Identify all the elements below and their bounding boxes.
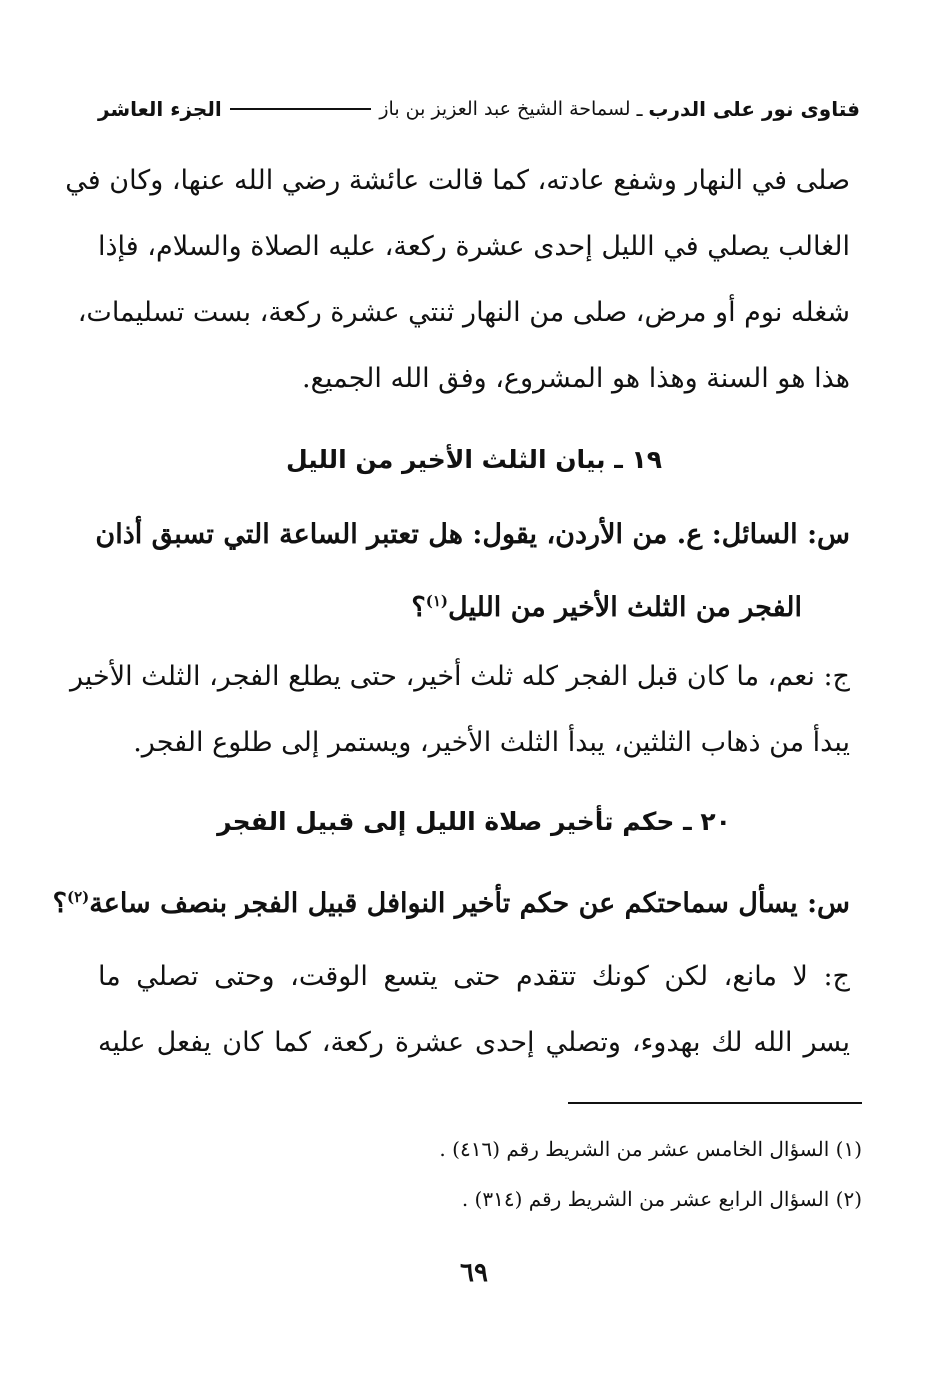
text-line: شغله نوم أو مرض، صلى من النهار ثنتي عشرة ركعة، بست تسليمات، bbox=[77, 297, 850, 328]
section-heading-19: ١٩ ـ بيان الثلث الأخير من الليل bbox=[285, 445, 663, 474]
header-dash: ـ bbox=[636, 97, 643, 121]
answer-line: ج: لا مانع، لكن كونك تتقدم حتى يتسع الوقت، وحتى تصلي ما bbox=[98, 961, 850, 992]
question-19 bbox=[95, 502, 850, 634]
text-line: هذا هو السنة وهذا هو المشروع، وفق الله الجميع. bbox=[302, 363, 850, 394]
footnote-separator bbox=[568, 1102, 862, 1104]
footnote-ref: (٢) bbox=[66, 888, 90, 906]
answer-line: يبدأ من ذهاب الثلثين، يبدأ الثلث الأخير، ويستمر إلى طلوع الفجر. bbox=[133, 727, 850, 758]
section-heading-20: ٢٠ ـ حكم تأخير صلاة الليل إلى قبيل الفجر bbox=[217, 807, 731, 836]
header-rule bbox=[230, 108, 372, 110]
question-20 bbox=[52, 864, 850, 930]
question-mark: ؟ bbox=[411, 592, 426, 623]
question-line: س: السائل: ع. من الأردن، يقول: هل تعتبر الساعة التي تسبق أذان bbox=[95, 519, 850, 550]
answer-19 bbox=[69, 644, 850, 776]
question-mark: ؟ bbox=[52, 888, 67, 919]
question-line bbox=[98, 568, 850, 634]
page-number: ٦٩ bbox=[460, 1258, 488, 1288]
footnote-2: (٢) السؤال الرابع عشر من الشريط رقم (٣١٤) . bbox=[461, 1187, 862, 1211]
question-text: س: يسأل سماحتكم عن حكم تأخير النوافل قبيل الفجر بنصف ساعة bbox=[89, 888, 850, 919]
text-line: الغالب يصلي في الليل إحدى عشرة ركعة، عليه الصلاة والسلام، فإذا bbox=[98, 231, 850, 262]
question-text: الفجر من الثلث الأخير من الليل bbox=[448, 592, 802, 623]
book-title: فتاوى نور على الدرب bbox=[648, 97, 860, 121]
footnote-ref: (١) bbox=[425, 592, 449, 610]
answer-20 bbox=[98, 944, 850, 1076]
answer-line: ج: نعم، ما كان قبل الفجر كله ثلث أخير، حتى يطلع الفجر، الثلث الأخير bbox=[69, 661, 850, 692]
footnote-1: (١) السؤال الخامس عشر من الشريط رقم (٤١٦) . bbox=[439, 1137, 862, 1161]
running-header bbox=[98, 92, 860, 126]
volume-label: الجزء العاشر bbox=[98, 97, 222, 121]
text-line: صلى في النهار وشفع عادته، كما قالت عائشة رضي الله عنها، وكان في bbox=[65, 165, 850, 196]
paragraph-continuation bbox=[65, 148, 850, 412]
question-line bbox=[52, 864, 850, 930]
author-name: لسماحة الشيخ عبد العزيز بن باز bbox=[379, 98, 631, 120]
answer-line: يسر الله لك بهدوء، وتصلي إحدى عشرة ركعة، كما كان يفعل عليه bbox=[98, 1027, 850, 1058]
